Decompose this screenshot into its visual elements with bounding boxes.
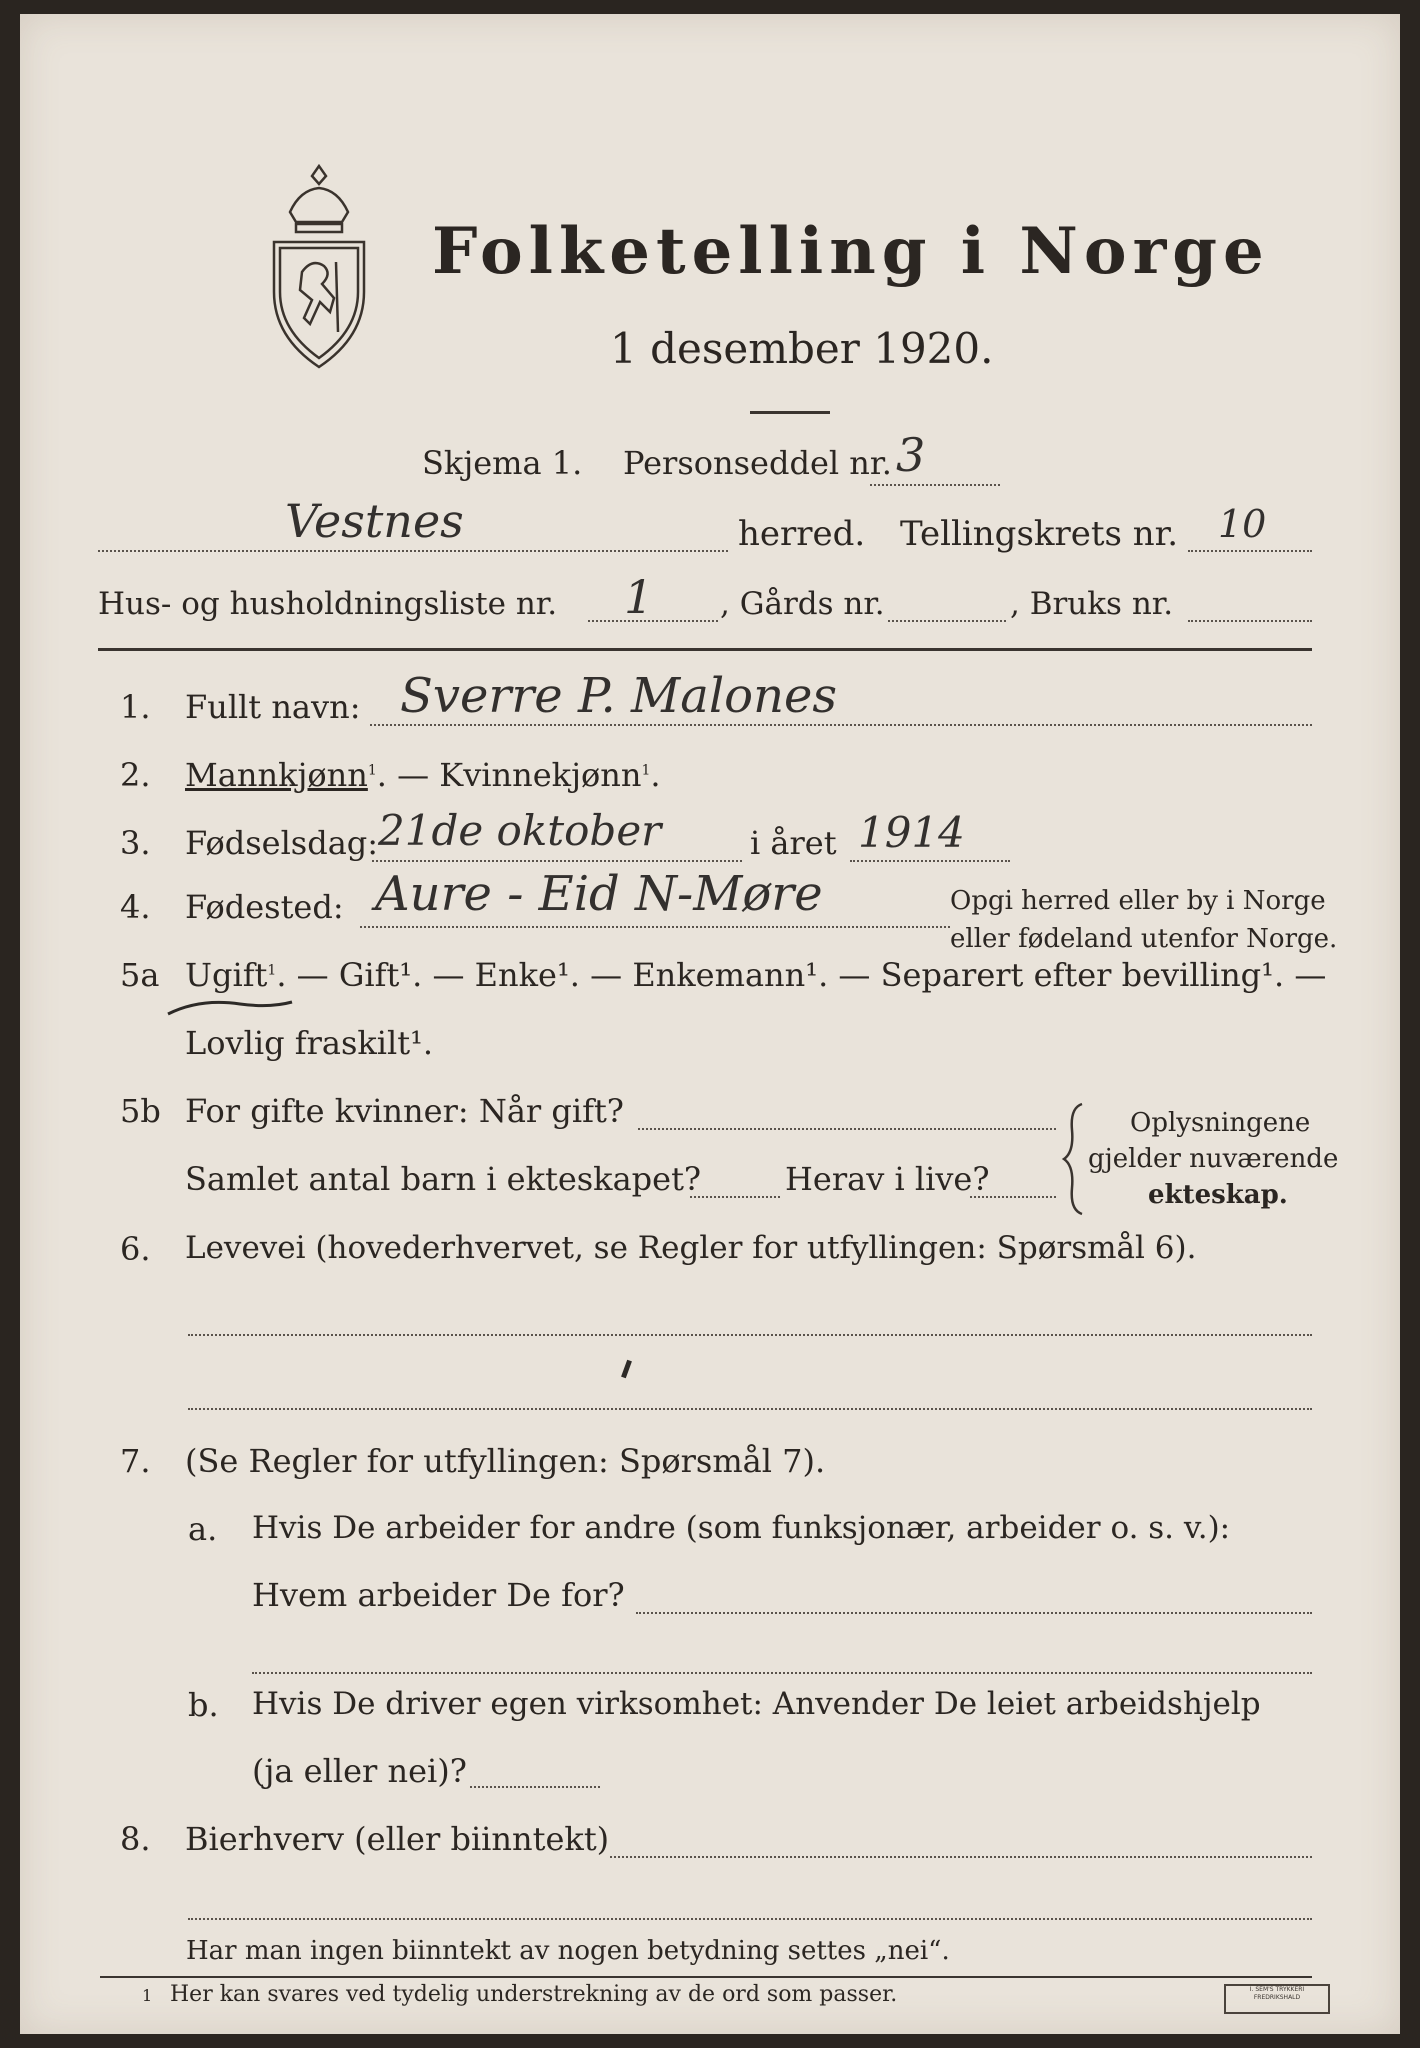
q8-field2[interactable] [188,1918,1312,1920]
coat-of-arms-icon [260,162,378,372]
q1-value: Sverre P. Malones [400,668,838,724]
q5a-line2: Lovlig fraskilt¹. [185,1024,434,1062]
q6-field1[interactable] [188,1334,1312,1336]
q7b-field[interactable] [470,1786,600,1788]
q7-number: 7. [120,1442,151,1480]
q5b-field2[interactable] [690,1196,780,1198]
footnote-mark: 1 [142,1986,153,2005]
hus-label: Hus- og husholdningsliste nr. [98,586,558,622]
footnote-rule [100,1976,1312,1978]
q7a-label: Hvis De arbeider for andre (som funksjonær, arbeider o. s. v.): [252,1510,1231,1546]
q4-number: 4. [120,888,151,926]
q5b-field3[interactable] [970,1196,1056,1198]
q2-label: Mannkjønn$^1$. — Kvinnekjønn$^1$. [185,756,661,794]
q6-label: Levevei (hovederhvervet, se Regler for utfyllingen: Spørsmål 6). [185,1230,1197,1266]
q5b-field1[interactable] [638,1128,1056,1130]
q5b-number: 5b [120,1092,161,1130]
q5b-label2: Samlet antal barn i ekteskapet? [185,1160,702,1198]
q5a-ugift: Ugift [185,956,268,994]
q3-year-label: i året [750,824,837,862]
q7b-label: Hvis De driver egen virksomhet: Anvender De leiet arbeidshjelp [252,1686,1261,1722]
q7b-number: b. [188,1686,219,1724]
q7a-number: a. [188,1510,218,1548]
skjema-label: Skjema 1. [422,444,583,482]
q3-year-field[interactable] [850,860,1010,862]
q7a-field1[interactable] [636,1612,1312,1614]
personseddel-label: Personseddel nr. [623,444,892,482]
q7a-question: Hvem arbeider De for? [252,1576,625,1614]
tellingskrets-label: Tellingskrets nr. [900,514,1179,554]
q3-field[interactable] [372,860,742,862]
printer-stamp [1224,1984,1330,2014]
q1-number: 1. [120,688,151,726]
q1-label: Fullt navn: [185,688,361,726]
q5b-note3: ekteskap. [1148,1180,1288,1210]
herred-field[interactable] [98,550,728,552]
q5a-options: . — Gift¹. — Enke¹. — Enkemann¹. — Separert efter bevilling¹. — [276,956,1327,994]
census-date: 1 desember 1920. [610,324,994,373]
q5b-brace [1060,1100,1090,1218]
form-title: Folketelling i Norge [432,214,1270,289]
q4-note-line1: Opgi herred eller by i Norge [950,886,1326,916]
q6-number: 6. [120,1230,151,1268]
q2-end: . [650,756,661,794]
footnote-text: Her kan svares ved tydelig understrekning av de ord som passer. [170,1982,898,2007]
ugift-underline-mark [160,992,300,1022]
personseddel-field[interactable] [870,484,1000,486]
title-divider [750,411,830,414]
q5b-label1: For gifte kvinner: Når gift? [185,1092,624,1130]
q7b-question: (ja eller nei)? [252,1752,467,1790]
gards-field[interactable] [888,620,1006,622]
q3-label: Fødselsdag: [185,824,379,862]
census-form-page [20,14,1400,2034]
herred-value: Vestnes [285,494,464,548]
herred-label: herred. [738,514,866,554]
bruks-field[interactable] [1188,620,1312,622]
tellingskrets-value: 10 [1218,502,1267,546]
tellingskrets-field[interactable] [1188,550,1312,552]
q4-label: Fødested: [185,888,344,926]
q5b-note2: gjelder nuværende [1088,1144,1339,1174]
q8-number: 8. [120,1820,151,1858]
q4-value: Aure - Eid N-Møre [375,866,823,922]
q3-number: 3. [120,824,151,862]
hus-value: 1 [624,570,654,624]
q8-label: Bierhverv (eller biinntekt) [185,1820,610,1858]
q8-field1[interactable] [610,1856,1312,1858]
gards-label: , Gårds nr. [720,586,885,622]
q6-pen-mark [621,1360,632,1379]
personseddel-value: 3 [896,428,926,482]
q3-value: 21de oktober [378,806,662,855]
q7a-field2[interactable] [252,1672,1312,1674]
q5b-note1: Oplysningene [1130,1108,1311,1138]
q1-field[interactable] [370,724,1312,726]
header-rule [98,648,1312,651]
q5b-label3: Herav i live? [785,1160,990,1198]
bruks-label: , Bruks nr. [1010,586,1174,622]
q2-mannkjonn: Mannkjønn [185,756,368,794]
q2-kvinnekjonn: . — Kvinnekjønn [376,756,642,794]
q4-field[interactable] [360,926,950,928]
q4-note-line2: eller fødeland utenfor Norge. [950,924,1338,954]
q5a-label: Ugift$^1$. — Gift¹. — Enke¹. — Enkemann¹. — Separert efter bevilling¹. — [185,956,1327,994]
q7-label: (Se Regler for utfyllingen: Spørsmål 7). [185,1442,826,1480]
printer-stamp-text: I. SEM'S TRYKKERI FREDRIKSHALD [1249,1986,1305,2001]
q2-number: 2. [120,756,151,794]
q3-year-value: 1914 [858,808,965,857]
q6-field2[interactable] [188,1408,1312,1410]
biinntekt-note: Har man ingen biinntekt av nogen betydning settes „nei“. [186,1936,950,1966]
q5a-number: 5a [120,956,160,994]
